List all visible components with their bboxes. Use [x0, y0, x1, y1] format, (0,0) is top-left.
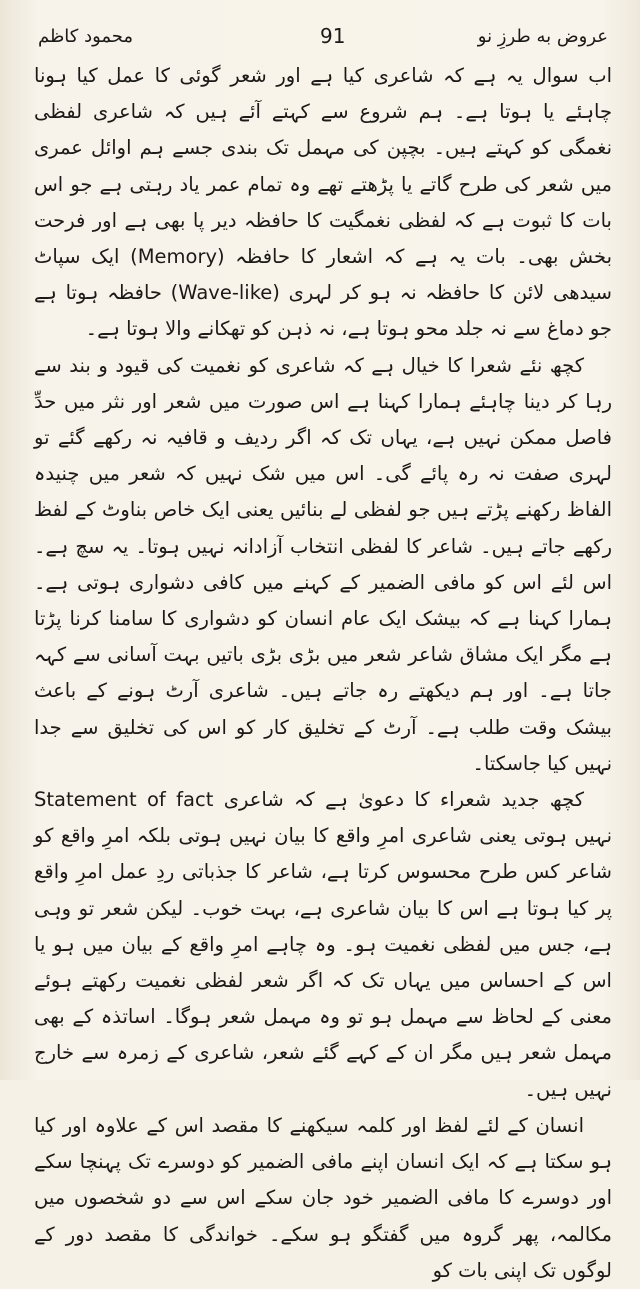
- text-line: لفظی نغمیت ہو۔ وہ چاہے امرِ واقع کے بیان میں ہو یا اس کے احساس میں یہاں تک کہ اگر شعر: [34, 932, 612, 993]
- text-line: شاعری امرِ واقع کا بیان نہیں ہوتی بلکہ امرِ واقع کو شاعر کس طرح محسوس کرتا ہے، شاعر کا جذباتی: [34, 824, 613, 884]
- text-line: ہے اس صورت میں شعر اور نثر میں حدِّ فاصل ممکن نہیں ہے، یہاں تک کہ اگر ردیف و قافیہ نہ: [34, 389, 613, 450]
- author-name: محمود کاظم: [38, 26, 134, 47]
- page-body: [34, 58, 612, 1289]
- text-line: کچھ جدید شعراء کا دعویٰ ہے کہ شاعری Statement of fact نہیں ہوتی یعنی: [34, 788, 613, 848]
- text-line: ہونے کے باعث بیشک وقت طلب ہے۔ آرٹ کے تخلیق کار کو اس کی تخلیق سے جدا نہیں کیا: [34, 679, 612, 775]
- text-line: اب سوال یہ ہے کہ شاعری کیا ہے اور شعر گوئی کا عمل کیا ہونا چاہئے یا ہوتا ہے۔ ہم: [34, 64, 613, 124]
- paragraph: [34, 58, 612, 348]
- paragraph: [34, 1108, 612, 1289]
- page-number: 91: [320, 24, 346, 48]
- text-line: رکھے گئے تو لہری صفت نہ رہ پائے گی۔ اس میں شک نہیں کہ شعر میں چنیدہ الفاظ رکھنے پڑتے: [34, 426, 612, 522]
- page-header: [34, 0, 612, 58]
- text-line: آزادانہ نہیں ہوتا۔ یہ سچ ہے۔ اس لئے اس کو مافی الضمیر کے کہنے میں کافی دشواری ہوتی ہے۔: [34, 534, 612, 594]
- text-line: اپنے مافی الضمیر کو دوسرے تک پہنچا سکے اور دوسرے کا مافی الضمیر خود جان سکے اس سے: [34, 1150, 613, 1210]
- text-line: اوائل عمری میں شعر کی طرح گاتے یا پڑھتے تھے وہ تمام عمر یاد رہتی ہے جو اس بات کا ثبوت ہے کہ: [34, 136, 612, 232]
- paragraph: [34, 348, 612, 782]
- text-line: ہمارا کہنا ہے کہ بیشک ایک عام انسان کو دشواری کا سامنا کرنا پڑتا ہے مگر ایک مشاق شاعر شعر میں: [34, 607, 612, 667]
- text-line: ردِ عمل امرِ واقع پر کیا ہوتا ہے اس کا بیان شاعری ہے، بہت خوب۔ لیکن شعر تو وہی ہے، جس میں: [34, 860, 612, 956]
- text-line: جاسکتا۔: [472, 751, 541, 775]
- book-title: عروض به طرزِ نو: [477, 26, 608, 47]
- text-line: ہیں مگر ان کے کہے گئے شعر، شاعری کے زمرہ سے خارج نہیں ہیں۔: [34, 1041, 612, 1101]
- text-line: انسان کے لئے لفظ اور کلمہ سیکھنے کا مقصد اس کے علاوہ اور کیا ہو سکتا ہے کہ ایک انسان: [34, 1113, 612, 1174]
- text-line: دو شخصوں میں مکالمہ، پھر گروہ میں گفتگو ہو سکے۔ خواندگی کا مقصد دور کے لوگوں تک اپنی بات کو: [34, 1186, 612, 1282]
- text-line: دماغ سے نہ جلد محو ہوتا ہے، نہ ذہن کو تھکانے والا ہوتا ہے۔: [85, 317, 584, 341]
- text-line: لفظی نغمگیت کا حافظہ دیر پا بھی ہے اور فرحت بخش بھی۔ بات یہ ہے کہ اشعار کا حافظہ: [34, 208, 612, 269]
- text-line: ہیں جو لفظی لے بنائیں یعنی ایک خاص بناوٹ کے لفظ رکھے جاتے ہیں۔ شاعر کا لفظی انتخاب: [34, 498, 612, 558]
- text-line: شروع سے کہتے آئے ہیں کہ شاعری لفظی نغمگی کو کہتے ہیں۔ بچپن کی مہمل تک بندی جسے ہم: [34, 100, 613, 160]
- text-line: لفظی نغمیت رکھتے ہوئے معنی کے لحاظ سے مہمل ہو تو وہ مہمل شعر ہوگا۔ اساتذہ کے بھی مہمل شعر: [34, 969, 612, 1065]
- text-line: بڑی بڑی باتیں بہت آسانی سے کہہ جاتا ہے۔ اور ہم دیکھتے رہ جاتے ہیں۔ شاعری آرٹ: [34, 643, 612, 703]
- paragraph: [34, 782, 612, 1108]
- text-line: (Memory) ایک سپاٹ سیدھی لائن کا حافظہ نہ ہو کر لہری (Wave-like) حافظہ ہوتا ہے جو: [34, 245, 612, 341]
- text-line: کچھ نئے شعرا کا خیال ہے کہ شاعری کو نغمیت کی قیود و بند سے رہا کر دینا چاہئے ہمارا کہنا: [34, 353, 613, 413]
